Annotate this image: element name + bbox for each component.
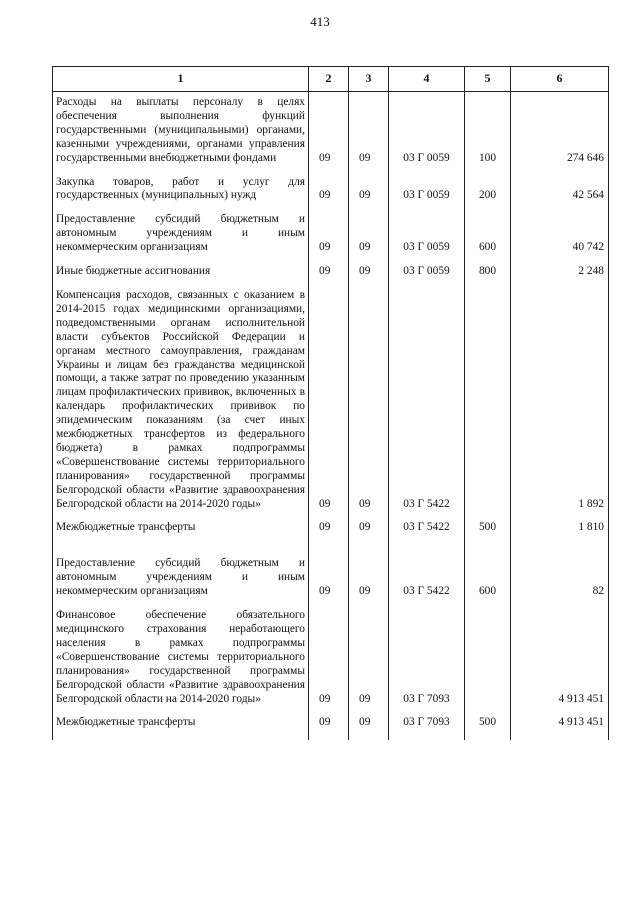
table-row [53,716,609,730]
row-expense-type: 800 [465,265,511,279]
row-target-article: 03 Г 0059 [389,92,465,166]
table-row [53,609,609,706]
column-header-4: 4 [389,67,465,92]
row-amount: 4 913 451 [511,609,609,706]
row-description: Закупка товаров, работ и услуг для государственных (муниципальных) нужд [53,176,309,204]
table-row [53,213,609,255]
row-target-article: 03 Г 7093 [389,609,465,706]
row-description: Иные бюджетные ассигнования [53,265,309,279]
row-description: Расходы на выплаты персоналу в целях обеспечения выполнения функций государственными (муниципальными) органами, казенными учреждениями, органами управления государственными внебюджетными фондами [53,92,309,166]
column-header-5: 5 [465,67,511,92]
table-row [53,557,609,599]
row-amount: 40 742 [511,213,609,255]
row-expense-type: 200 [465,176,511,204]
row-section: 09 [309,521,349,535]
row-target-article: 03 Г 5422 [389,289,465,512]
row-section: 09 [309,716,349,730]
row-expense-type [465,289,511,512]
row-subsection: 09 [349,92,389,166]
row-amount: 2 248 [511,265,609,279]
row-section: 09 [309,265,349,279]
row-description: Компенсация расходов, связанных с оказанием в 2014-2015 годах медицинскими организациями, подведомственными органам исполнительной власти субъектов Российской Федерации и органам местного самоуправления, гражданам Украины и лицам без гражданства медицинской помощи, а также затрат по проведению указанным лицам профилактических прививок, включенных в календарь профилактических прививок по эпидемическим показаниям (за счет иных межбюджетных трансфертов из федерального бюджета) в рамках подпрограммы «Совершенствование системы территориального планирования» государственной программы Белгородской области «Развитие здравоохранения Белгородской области на 2014-2020 годы» [53,289,309,512]
row-expense-type: 500 [465,716,511,730]
row-subsection: 09 [349,521,389,535]
row-subsection: 09 [349,557,389,599]
row-expense-type: 600 [465,213,511,255]
row-description: Межбюджетные трансферты [53,716,309,730]
row-section: 09 [309,609,349,706]
row-section: 09 [309,289,349,512]
row-amount: 1 810 [511,521,609,535]
row-amount: 4 913 451 [511,716,609,730]
row-section: 09 [309,92,349,166]
row-description: Предоставление субсидий бюджетным и автономным учреждениям и иным некоммерческим организациям [53,557,309,599]
row-subsection: 09 [349,176,389,204]
row-description: Предоставление субсидий бюджетным и автономным учреждениям и иным некоммерческим организациям [53,213,309,255]
table-row [53,92,609,166]
row-expense-type: 500 [465,521,511,535]
row-amount: 42 564 [511,176,609,204]
row-expense-type: 100 [465,92,511,166]
column-header-3: 3 [349,67,389,92]
row-description: Финансовое обеспечение обязательного медицинского страхования неработающего населения в рамках подпрограммы «Совершенствование системы территориального планирования» государственной программы Белгородской области «Развитие здравоохранения Белгородской области на 2014-2020 годы» [53,609,309,706]
row-target-article: 03 Г 5422 [389,557,465,599]
row-section: 09 [309,176,349,204]
row-target-article: 03 Г 0059 [389,176,465,204]
row-amount: 82 [511,557,609,599]
row-subsection: 09 [349,609,389,706]
column-header-2: 2 [309,67,349,92]
row-expense-type [465,609,511,706]
row-amount: 274 646 [511,92,609,166]
table-row [53,289,609,512]
budget-table [52,66,609,740]
page-number: 413 [310,14,330,29]
column-header-1: 1 [53,67,309,92]
row-subsection: 09 [349,265,389,279]
row-subsection: 09 [349,289,389,512]
row-section: 09 [309,557,349,599]
row-expense-type: 600 [465,557,511,599]
row-section: 09 [309,213,349,255]
row-subsection: 09 [349,213,389,255]
row-target-article: 03 Г 5422 [389,521,465,535]
row-subsection: 09 [349,716,389,730]
table-row [53,521,609,535]
table-header-row [53,67,609,92]
row-target-article: 03 Г 0059 [389,265,465,279]
row-target-article: 03 Г 0059 [389,213,465,255]
table-row [53,176,609,204]
table-row [53,265,609,279]
row-description: Межбюджетные трансферты [53,521,309,535]
column-header-6: 6 [511,67,609,92]
row-amount: 1 892 [511,289,609,512]
row-target-article: 03 Г 7093 [389,716,465,730]
